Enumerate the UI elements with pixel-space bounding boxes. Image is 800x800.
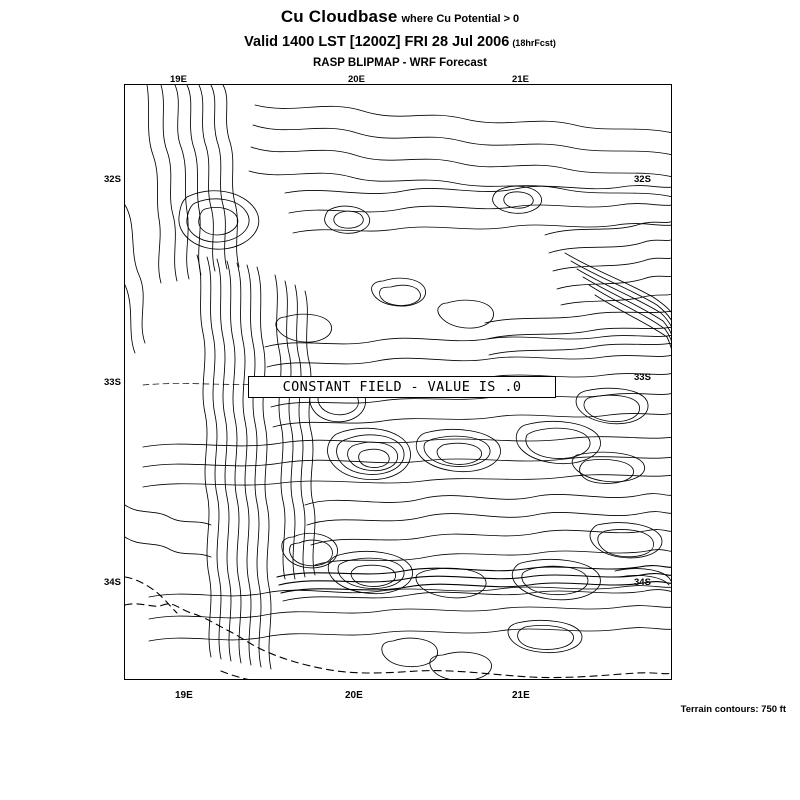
y-tick-right-32s: 32S: [634, 174, 651, 185]
title-condition: where Cu Potential > 0: [401, 13, 520, 25]
y-tick-right-33s: 33S: [634, 372, 651, 383]
forecast-hour-badge: (18hrFcst): [512, 37, 556, 48]
x-tick-top-21e: 21E: [512, 74, 529, 85]
y-tick-right-34s: 34S: [634, 577, 651, 588]
page-title: Cu Cloudbase: [280, 7, 398, 26]
x-tick-top-19e: 19E: [170, 74, 187, 85]
valid-time-label: Valid 1400 LST [1200Z] FRI 28 Jul 2006: [244, 33, 510, 50]
x-tick-top-20e: 20E: [348, 74, 365, 85]
constant-field-text: CONSTANT FIELD - VALUE IS .0: [282, 379, 522, 395]
title-line-valid: [0, 33, 800, 51]
source-label: RASP BLIPMAP - WRF Forecast: [312, 56, 488, 69]
y-tick-left-32s: 32S: [104, 174, 121, 185]
constant-field-annotation: [248, 376, 556, 398]
chart-title-block: [0, 0, 800, 69]
x-tick-bottom-20e: 20E: [345, 690, 363, 701]
y-tick-left-33s: 33S: [104, 377, 121, 388]
terrain-contour-note: Terrain contours: 750 ft: [680, 704, 786, 715]
x-tick-bottom-21e: 21E: [512, 690, 530, 701]
x-tick-bottom-19e: 19E: [175, 690, 193, 701]
y-tick-left-34s: 34S: [104, 577, 121, 588]
title-line-main: [0, 8, 800, 27]
